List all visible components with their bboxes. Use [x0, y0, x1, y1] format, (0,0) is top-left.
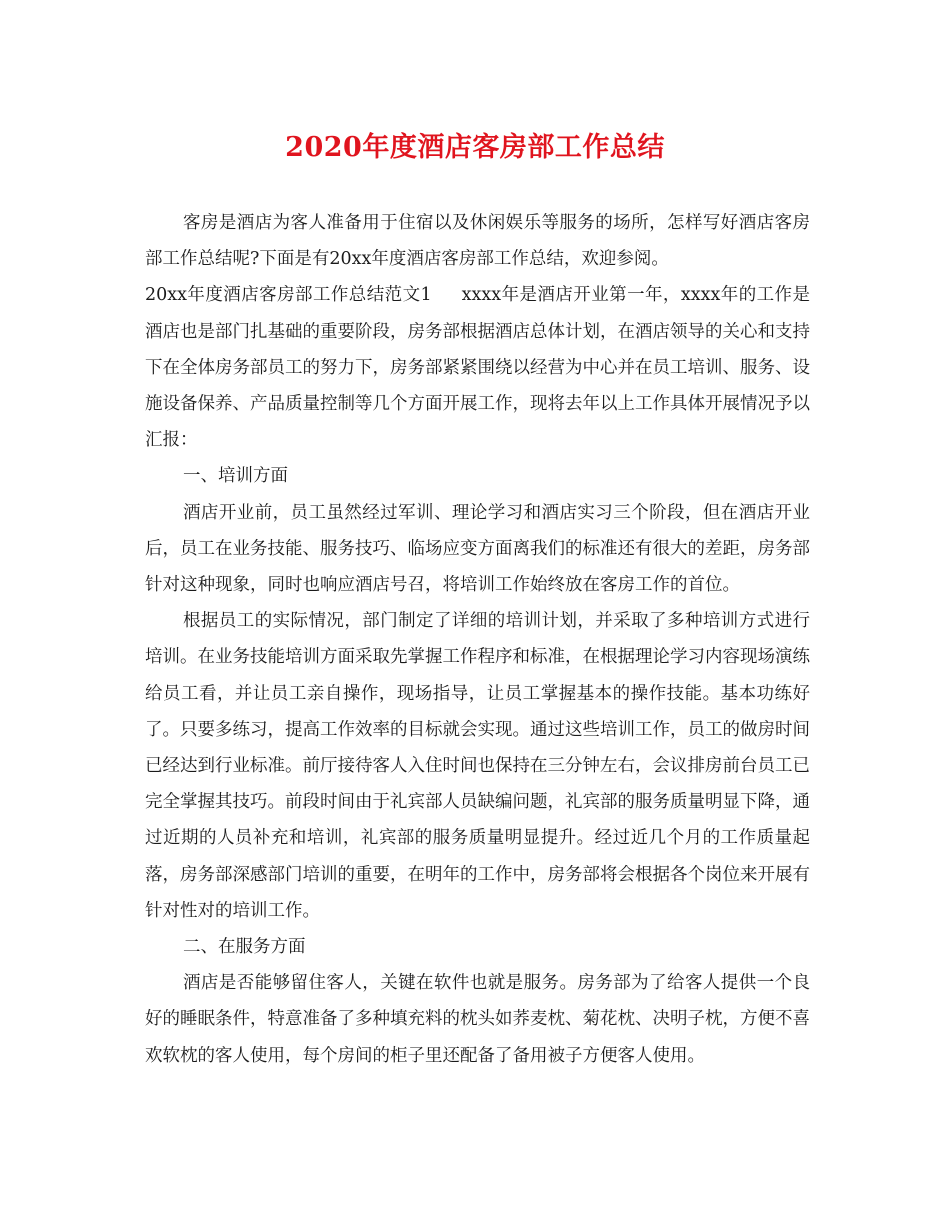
section-heading-training: 一、培训方面 — [183, 466, 288, 487]
sample-label: 20xx年度酒店客房部工作总结范文1 — [145, 285, 432, 306]
sample-text: xxxx年是酒店开业第一年，xxxx年的工作是酒店也是部门扎基础的重要阶段，房务部根据酒店总体计划，在酒店领导的关心和支持下在全体房务部员工的努力下，房务部紧紧围绕以经营为中心并在员工培训、服务、设施设备保养、产品质量控制等几个方面开展工作，现将去年以上工作具体开展情况予以汇报： — [145, 285, 810, 451]
document-body — [145, 205, 810, 1074]
training-paragraph-2: 根据员工的实际情况，部门制定了详细的培训计划，并采取了多种培训方式进行培训。在业务技能培训方面采取先掌握工作程序和标准，在根据理论学习内容现场演练给员工看，并让员工亲自操作，现场指导，让员工掌握基本的操作技能。基本功练好了。只要多练习，提高工作效率的目标就会实现。通过这些培训工作，员工的做房时间已经达到行业标准。前厅接待客人入住时间也保持在三分钟左右，会议排房前台员工已完全掌握其技巧。前段时间由于礼宾部人员缺编问题，礼宾部的服务质量明显下降，通过近期的人员补充和培训，礼宾部的服务质量明显提升。经过近几个月的工作质量起落，房务部深感部门培训的重要，在明年的工作中，房务部将会根据各个岗位来开展有针对性对的培训工作。 — [145, 611, 810, 921]
section-heading-service: 二、在服务方面 — [183, 937, 306, 958]
service-paragraph-1: 酒店是否能够留住客人，关键在软件也就是服务。房务部为了给客人提供一个良好的睡眠条件，特意准备了多种填充料的枕头如荞麦枕、菊花枕、决明子枕，方便不喜欢软枕的客人使用，每个房间的柜子里还配备了备用被子方便客人使用。 — [145, 973, 810, 1066]
intro-paragraph: 客房是酒店为客人准备用于住宿以及休闲娱乐等服务的场所，怎样写好酒店客房部工作总结呢?下面是有20xx年度酒店客房部工作总结，欢迎参阅。 — [145, 213, 810, 270]
document-title: 2020年度酒店客房部工作总结 — [285, 132, 665, 163]
sample-paragraph — [145, 277, 810, 458]
training-paragraph-1: 酒店开业前，员工虽然经过军训、理论学习和酒店实习三个阶段，但在酒店开业后，员工在业务技能、服务技巧、临场应变方面离我们的标准还有很大的差距，房务部针对这种现象，同时也响应酒店号召，将培训工作始终放在客房工作的首位。 — [145, 502, 810, 596]
